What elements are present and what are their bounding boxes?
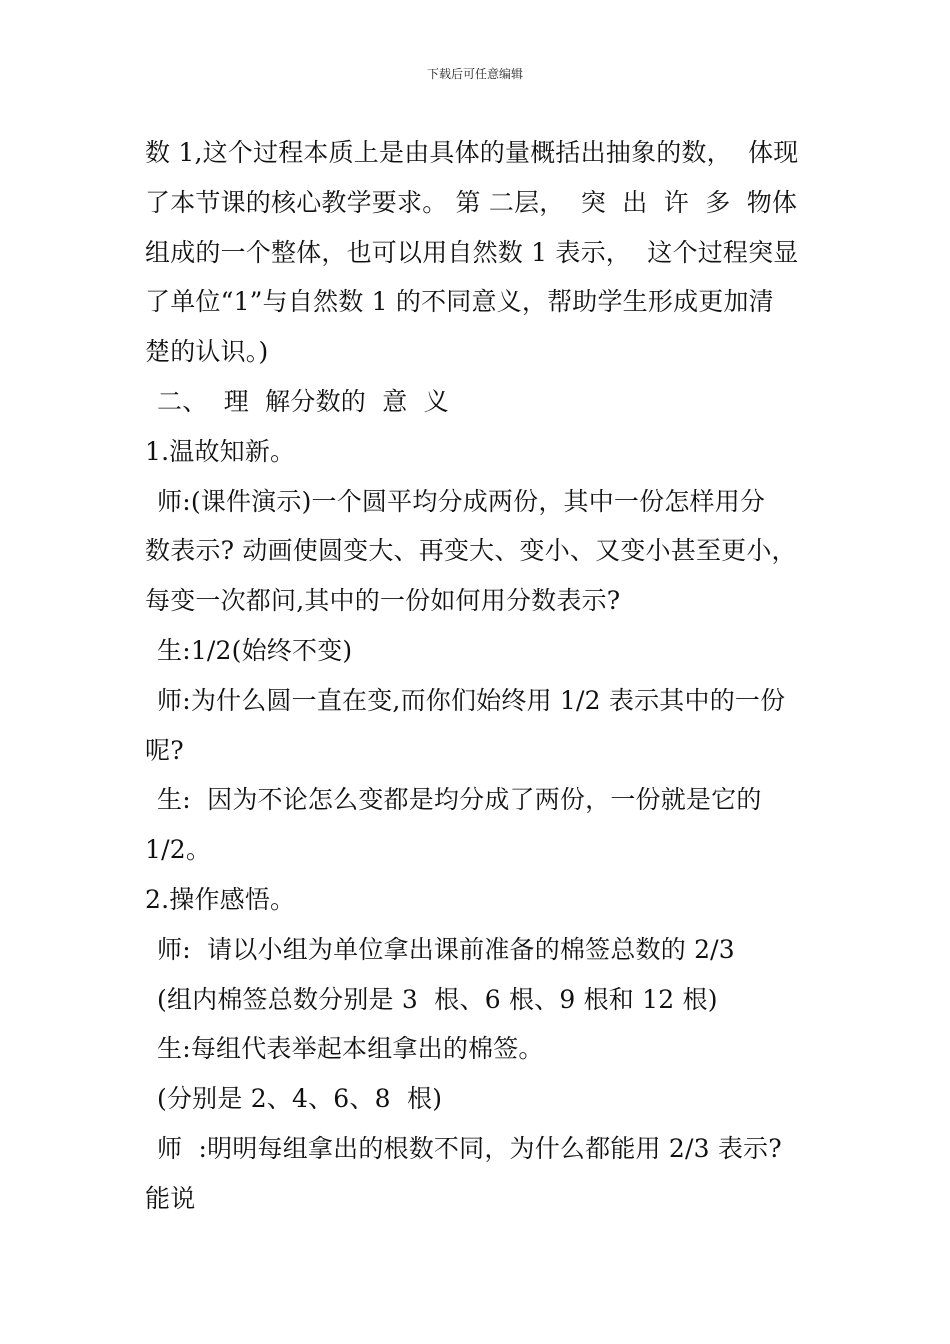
text-line: 师: 请以小组为单位拿出课前准备的棉签总数的 2/3	[157, 934, 735, 964]
text-line: 1/2。	[145, 835, 212, 865]
text-line: 能说	[145, 1183, 196, 1213]
text-line: 师 :明明每组拿出的根数不同，为什么都能用 2/3 表示?	[157, 1133, 782, 1163]
text-line: (组内棉签总数分别是 3 根、6 根、9 根和 12 根)	[157, 984, 718, 1014]
text-line: 生: 因为不论怎么变都是均分成了两份，一份就是它的	[157, 785, 762, 815]
document-body	[145, 128, 825, 1224]
text-line: 了单位“1”与自然数 1 的不同意义，帮助学生形成更加清	[145, 287, 774, 317]
text-line: 生:每组代表举起本组拿出的棉签。	[157, 1034, 544, 1064]
text-line: 师:为什么圆一直在变,而你们始终用 1/2 表示其中的一份	[157, 685, 786, 715]
text-line: 呢?	[145, 735, 184, 765]
text-line: 每变一次都问,其中的一份如何用分数表示?	[145, 586, 621, 616]
text-line: (分别是 2、4、6、8 根)	[157, 1084, 443, 1114]
page-header-note: 下载后可任意编辑	[426, 67, 523, 81]
text-line: 组成的一个整体，也可以用自然数 1 表示， 这个过程突显	[145, 237, 799, 267]
section-heading: 二、 理 解分数的 意 义	[157, 386, 449, 416]
text-line: 数 1,这个过程本质上是由具体的量概括出抽象的数， 体现	[145, 138, 799, 167]
text-line: 师:(课件演示)一个圆平均分成两份，其中一份怎样用分	[157, 486, 766, 516]
subsection-heading: 1.温故知新。	[145, 436, 296, 466]
subsection-heading: 2.操作感悟。	[145, 884, 296, 914]
text-line: 了本节课的核心教学要求。 第 二层， 突 出 许 多 物体	[145, 187, 798, 217]
text-line: 生:1/2(始终不变)	[157, 635, 353, 665]
text-line: 楚的认识。)	[145, 337, 269, 367]
text-line: 数表示? 动画使圆变大、再变大、变小、又变小甚至更小，	[145, 536, 797, 566]
